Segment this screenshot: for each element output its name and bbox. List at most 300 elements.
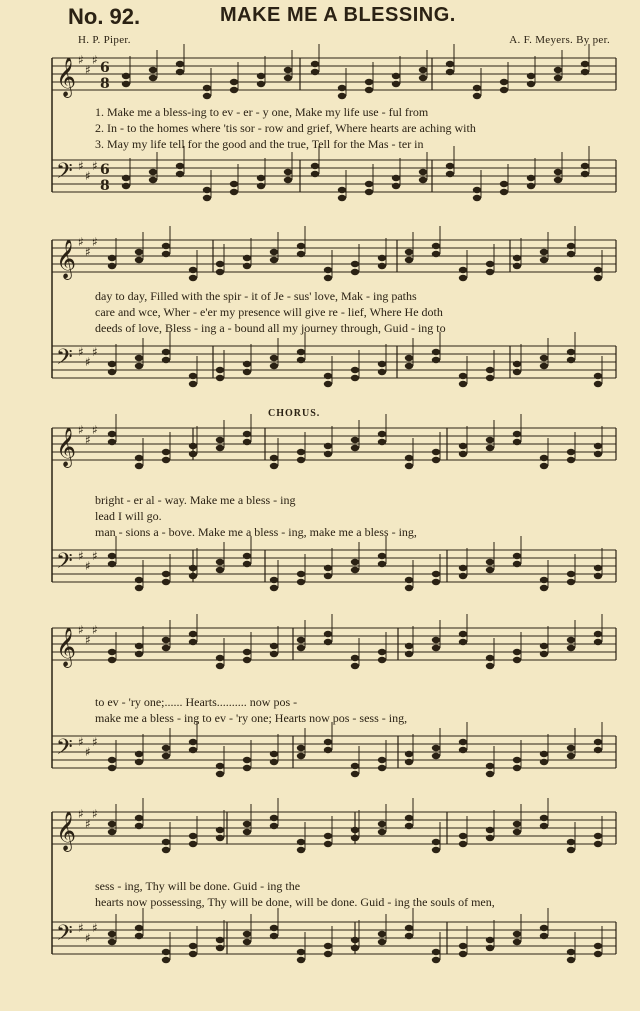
note-head — [351, 437, 359, 443]
note-head — [324, 833, 332, 839]
note-head — [297, 637, 305, 643]
note-head — [270, 585, 278, 591]
note-head — [324, 739, 332, 745]
note-head — [594, 443, 602, 449]
note-head — [189, 739, 197, 745]
note-head — [108, 649, 116, 655]
note-head — [540, 577, 548, 583]
bass-clef: 𝄢 — [56, 549, 73, 579]
note-head — [351, 567, 359, 573]
note-head — [432, 637, 440, 643]
note-head — [594, 631, 602, 637]
note-head — [243, 821, 251, 827]
note-head — [527, 73, 535, 79]
note-head — [392, 73, 400, 79]
note-head — [311, 69, 319, 75]
note-head — [378, 829, 386, 835]
note-head — [513, 431, 521, 437]
note-head — [270, 463, 278, 469]
sharp-sign: ♯ — [92, 235, 98, 249]
note-head — [243, 765, 251, 771]
note-head — [189, 381, 197, 387]
note-head — [405, 751, 413, 757]
note-head — [513, 931, 521, 937]
note-head — [567, 957, 575, 963]
note-head — [459, 747, 467, 753]
note-head — [243, 369, 251, 375]
sharp-sign: ♯ — [92, 53, 98, 67]
note-head — [216, 367, 224, 373]
lyric-verse-1: bright - er al - way. Make me a bless - ing — [95, 493, 296, 507]
bass-clef: 𝄢 — [56, 921, 73, 951]
note-head — [162, 251, 170, 257]
note-head — [432, 745, 440, 751]
note-head — [216, 269, 224, 275]
note-head — [500, 181, 508, 187]
note-head — [122, 81, 130, 87]
note-head — [459, 639, 467, 645]
note-head — [135, 455, 143, 461]
note-head — [405, 577, 413, 583]
note-head — [243, 757, 251, 763]
note-head — [486, 945, 494, 951]
note-head — [243, 553, 251, 559]
note-head — [540, 455, 548, 461]
note-head — [189, 951, 197, 957]
note-head — [540, 823, 548, 829]
note-head — [135, 933, 143, 939]
note-head — [378, 439, 386, 445]
note-head — [513, 361, 521, 367]
note-head — [162, 571, 170, 577]
note-head — [567, 251, 575, 257]
note-head — [162, 449, 170, 455]
note-head — [311, 61, 319, 67]
note-head — [594, 267, 602, 273]
note-head — [270, 933, 278, 939]
note-head — [297, 449, 305, 455]
note-head — [108, 431, 116, 437]
note-head — [297, 571, 305, 577]
bass-clef: 𝄢 — [56, 735, 73, 765]
note-head — [189, 373, 197, 379]
note-head — [135, 643, 143, 649]
note-head — [311, 163, 319, 169]
note-head — [419, 169, 427, 175]
note-head — [459, 275, 467, 281]
note-head — [189, 943, 197, 949]
note-head — [189, 639, 197, 645]
note-head — [338, 195, 346, 201]
note-head — [459, 631, 467, 637]
note-head — [594, 833, 602, 839]
note-head — [432, 571, 440, 577]
note-head — [297, 357, 305, 363]
sharp-sign: ♯ — [78, 159, 84, 173]
lyric-verse-1: 1. Make me a bless-ing to ev - er - y one, Make my life use - ful from — [95, 105, 429, 119]
note-head — [486, 937, 494, 943]
note-head — [459, 739, 467, 745]
note-head — [486, 367, 494, 373]
note-head — [257, 183, 265, 189]
bass-clef: 𝄢 — [56, 345, 73, 375]
note-head — [203, 85, 211, 91]
note-head — [594, 373, 602, 379]
note-head — [230, 79, 238, 85]
note-head — [486, 559, 494, 565]
note-head — [216, 437, 224, 443]
sharp-sign: ♯ — [92, 549, 98, 563]
note-head — [405, 643, 413, 649]
note-head — [500, 79, 508, 85]
note-head — [189, 631, 197, 637]
note-head — [257, 81, 265, 87]
note-head — [405, 823, 413, 829]
note-head — [135, 585, 143, 591]
note-head — [486, 663, 494, 669]
note-head — [108, 561, 116, 567]
treble-clef: 𝄞 — [56, 239, 77, 279]
note-head — [284, 177, 292, 183]
note-head — [108, 657, 116, 663]
note-head — [351, 663, 359, 669]
note-head — [351, 771, 359, 777]
note-head — [378, 431, 386, 437]
note-head — [270, 751, 278, 757]
note-head — [432, 251, 440, 257]
sharp-sign: ♯ — [85, 745, 91, 759]
note-head — [324, 373, 332, 379]
note-head — [351, 269, 359, 275]
note-head — [459, 381, 467, 387]
composer-credit: A. F. Meyers. By per. — [509, 34, 610, 46]
note-head — [230, 189, 238, 195]
note-head — [540, 651, 548, 657]
note-head — [189, 841, 197, 847]
note-head — [243, 255, 251, 261]
note-head — [203, 93, 211, 99]
note-head — [297, 349, 305, 355]
note-head — [243, 263, 251, 269]
note-head — [135, 463, 143, 469]
note-head — [378, 255, 386, 261]
sharp-sign: ♯ — [78, 423, 84, 437]
treble-clef: 𝄞 — [56, 427, 77, 467]
note-head — [270, 651, 278, 657]
note-head — [216, 937, 224, 943]
note-head — [540, 585, 548, 591]
note-head — [122, 73, 130, 79]
lyric-line-1: sess - ing, Thy will be done. Guid - ing the — [95, 879, 301, 893]
note-head — [257, 175, 265, 181]
note-head — [297, 957, 305, 963]
note-head — [594, 381, 602, 387]
note-head — [324, 565, 332, 571]
note-head — [594, 841, 602, 847]
note-head — [270, 363, 278, 369]
note-head — [338, 187, 346, 193]
note-head — [405, 363, 413, 369]
note-head — [432, 457, 440, 463]
note-head — [297, 579, 305, 585]
note-head — [378, 939, 386, 945]
note-head — [459, 943, 467, 949]
note-head — [513, 939, 521, 945]
note-head — [405, 355, 413, 361]
note-head — [473, 93, 481, 99]
note-head — [405, 815, 413, 821]
note-head — [513, 757, 521, 763]
note-head — [324, 267, 332, 273]
note-head — [162, 949, 170, 955]
note-head — [513, 439, 521, 445]
note-head — [446, 69, 454, 75]
note-head — [594, 951, 602, 957]
note-head — [324, 943, 332, 949]
lyric-verse-2: care and wce, Wher - e'er my presence will give re - lief, Where He doth — [95, 305, 443, 319]
lyric-verse-3: deeds of love, Bless - ing a - bound all my journey through, Guid - ing to — [95, 321, 446, 335]
note-head — [365, 79, 373, 85]
note-head — [351, 367, 359, 373]
note-head — [486, 567, 494, 573]
note-head — [297, 243, 305, 249]
note-head — [162, 847, 170, 853]
note-head — [527, 81, 535, 87]
note-head — [459, 443, 467, 449]
note-head — [108, 439, 116, 445]
note-head — [392, 183, 400, 189]
sharp-sign: ♯ — [78, 549, 84, 563]
note-head — [540, 933, 548, 939]
note-head — [297, 251, 305, 257]
note-head — [405, 585, 413, 591]
note-head — [324, 275, 332, 281]
note-head — [149, 177, 157, 183]
note-head — [324, 443, 332, 449]
note-head — [216, 445, 224, 451]
sharp-sign: ♯ — [85, 817, 91, 831]
note-head — [270, 455, 278, 461]
note-head — [297, 745, 305, 751]
note-head — [176, 61, 184, 67]
note-head — [486, 269, 494, 275]
note-head — [135, 815, 143, 821]
note-head — [513, 369, 521, 375]
note-head — [513, 829, 521, 835]
note-head — [513, 821, 521, 827]
note-head — [216, 827, 224, 833]
note-head — [473, 85, 481, 91]
lyric-verse-3: man - sions a - bove. Make me a bless - ing, make me a bless - ing, — [95, 525, 417, 539]
sharp-sign: ♯ — [92, 807, 98, 821]
note-head — [432, 349, 440, 355]
sharp-sign: ♯ — [78, 735, 84, 749]
treble-clef: 𝄞 — [56, 57, 77, 97]
note-head — [378, 361, 386, 367]
note-head — [365, 189, 373, 195]
note-head — [243, 939, 251, 945]
sharp-sign: ♯ — [85, 355, 91, 369]
note-head — [324, 951, 332, 957]
note-head — [162, 357, 170, 363]
note-head — [324, 747, 332, 753]
note-head — [189, 747, 197, 753]
note-head — [486, 771, 494, 777]
note-head — [216, 763, 224, 769]
note-head — [378, 657, 386, 663]
note-head — [351, 559, 359, 565]
note-head — [243, 561, 251, 567]
note-head — [243, 431, 251, 437]
note-head — [243, 931, 251, 937]
note-head — [135, 751, 143, 757]
note-head — [446, 61, 454, 67]
note-head — [378, 757, 386, 763]
sharp-sign: ♯ — [78, 921, 84, 935]
note-head — [324, 451, 332, 457]
note-head — [270, 577, 278, 583]
note-head — [108, 263, 116, 269]
note-head — [216, 559, 224, 565]
note-head — [108, 829, 116, 835]
note-head — [162, 957, 170, 963]
note-head — [486, 827, 494, 833]
note-head — [540, 643, 548, 649]
note-head — [230, 87, 238, 93]
note-head — [162, 243, 170, 249]
lyricist-credit: H. P. Piper. — [78, 34, 131, 46]
note-head — [284, 169, 292, 175]
note-head — [297, 949, 305, 955]
note-head — [513, 561, 521, 567]
lyric-line-2: make me a bless - ing to ev - 'ry one; Hearts now pos - sess - ing, — [95, 711, 408, 725]
note-head — [540, 257, 548, 263]
note-head — [419, 177, 427, 183]
note-head — [270, 823, 278, 829]
note-head — [567, 449, 575, 455]
sharp-sign: ♯ — [78, 807, 84, 821]
note-head — [513, 255, 521, 261]
note-head — [459, 267, 467, 273]
note-head — [567, 243, 575, 249]
note-head — [432, 449, 440, 455]
note-head — [149, 67, 157, 73]
time-signature: 8 — [100, 178, 110, 194]
note-head — [351, 261, 359, 267]
note-head — [527, 175, 535, 181]
note-head — [378, 553, 386, 559]
note-head — [392, 175, 400, 181]
note-head — [189, 275, 197, 281]
note-head — [243, 649, 251, 655]
note-head — [108, 821, 116, 827]
note-head — [149, 169, 157, 175]
note-head — [243, 829, 251, 835]
lyric-line-2: hearts now possessing, Thy will be done, will be done. Guid - ing the souls of men, — [95, 895, 495, 909]
note-head — [365, 87, 373, 93]
note-head — [216, 835, 224, 841]
note-head — [567, 645, 575, 651]
note-head — [176, 69, 184, 75]
lyric-verse-1: day to day, Filled with the spir - it of Je - sus' love, Mak - ing paths — [95, 289, 417, 303]
note-head — [594, 573, 602, 579]
note-head — [459, 951, 467, 957]
note-head — [216, 261, 224, 267]
note-head — [459, 565, 467, 571]
note-head — [135, 759, 143, 765]
note-head — [108, 931, 116, 937]
note-head — [540, 759, 548, 765]
note-head — [446, 171, 454, 177]
note-head — [554, 75, 562, 81]
note-head — [378, 263, 386, 269]
note-head — [243, 657, 251, 663]
note-head — [108, 553, 116, 559]
note-head — [365, 181, 373, 187]
note-head — [459, 841, 467, 847]
note-head — [594, 943, 602, 949]
note-head — [324, 631, 332, 637]
note-head — [486, 763, 494, 769]
note-head — [486, 261, 494, 267]
note-head — [513, 657, 521, 663]
note-head — [270, 355, 278, 361]
note-head — [567, 847, 575, 853]
note-head — [324, 381, 332, 387]
sharp-sign: ♯ — [92, 921, 98, 935]
note-head — [513, 765, 521, 771]
note-head — [108, 765, 116, 771]
note-head — [567, 637, 575, 643]
note-head — [162, 637, 170, 643]
note-head — [594, 565, 602, 571]
note-head — [162, 579, 170, 585]
note-head — [594, 739, 602, 745]
note-head — [351, 763, 359, 769]
note-head — [378, 931, 386, 937]
note-head — [338, 93, 346, 99]
note-head — [567, 457, 575, 463]
note-head — [135, 355, 143, 361]
note-head — [378, 765, 386, 771]
note-head — [270, 643, 278, 649]
sharp-sign: ♯ — [78, 345, 84, 359]
note-head — [432, 357, 440, 363]
note-head — [378, 821, 386, 827]
note-head — [554, 177, 562, 183]
sharp-sign: ♯ — [85, 559, 91, 573]
note-head — [486, 375, 494, 381]
note-head — [162, 457, 170, 463]
note-head — [405, 249, 413, 255]
note-head — [567, 745, 575, 751]
note-head — [135, 363, 143, 369]
note-head — [216, 567, 224, 573]
note-head — [554, 67, 562, 73]
sharp-sign: ♯ — [92, 159, 98, 173]
note-head — [108, 361, 116, 367]
note-head — [540, 925, 548, 931]
note-head — [405, 759, 413, 765]
note-head — [378, 649, 386, 655]
note-head — [513, 263, 521, 269]
note-head — [459, 373, 467, 379]
note-head — [432, 839, 440, 845]
note-head — [216, 771, 224, 777]
sharp-sign: ♯ — [85, 169, 91, 183]
lyrics-system-3 — [95, 492, 615, 540]
note-head — [432, 243, 440, 249]
